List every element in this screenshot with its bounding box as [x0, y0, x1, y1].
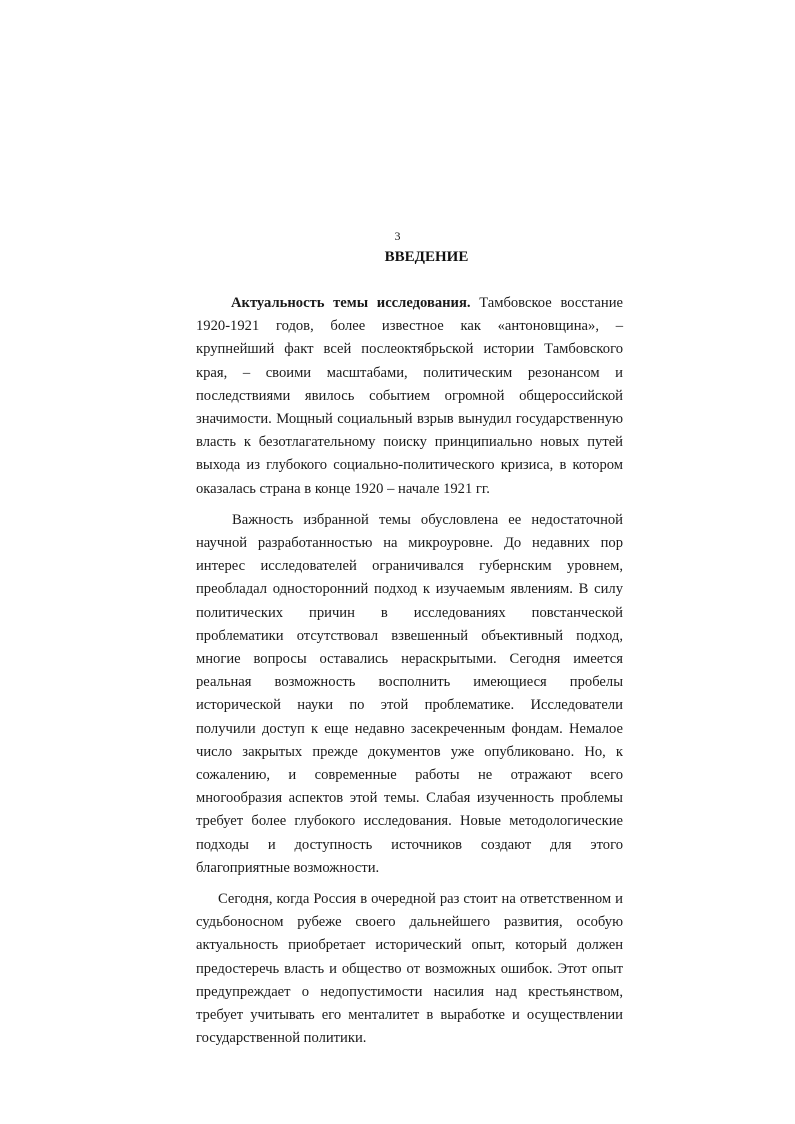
paragraph-relevance — [196, 292, 623, 501]
section-heading: ВВЕДЕНИЕ — [384, 249, 469, 265]
paragraph-historical-experience — [196, 888, 623, 1050]
paragraph-importance — [196, 509, 623, 880]
paragraph-lead: Актуальность темы исследования. — [231, 295, 471, 311]
paragraph-text: Сегодня, когда Россия в очередной раз стоит на ответственном и судьбоносном рубеже своего дальнейшего развития, особую актуальность приобретает исторический опыт, который должен предостеречь власть и общество от возможных ошибок. Этот опыт предупреждает о недопустимости насилия над крестьянством, требует учитывать его менталитет в выработке и осуществлении государственной политики. — [196, 891, 623, 1047]
body-text — [196, 292, 623, 1059]
paragraph-text: Важность избранной темы обусловлена ее недостаточной научной разработанностью на микроуровне. До недавних пор интерес исследователей ограничивался губернским уровнем, преобладал односторонний подход к изучаемым явлениям. В силу политических причин в исследованиях повстанческой проблематики отсутствовал взвешенный объективный подход, многие вопросы оставались нераскрытыми. Сегодня имеется реальная возможность восполнить имеющиеся пробелы исторической науки по этой проблематике. Исследователи получили доступ к еще недавно засекреченным фондам. Немалое число закрытых прежде документов уже опубликовано. Но, к сожалению, и современные работы не отражают всего многообразия аспектов этой темы. Слабая изученность проблемы требует более глубокого исследования. Новые методологические подходы и доступность источников создают для этого благоприятные возможности. — [196, 511, 623, 876]
page-number: 3 — [394, 229, 401, 243]
paragraph-text: Тамбовское восстание 1920-1921 годов, более известное как «антоновщина», – крупнейший факт всей послеоктябрьской истории Тамбовского края, – своими масштабами, политическим резонансом и последствиями явилось событием огромной общероссийской значимости. Мощный социальный взрыв вынудил государственную власть к безотлагательному поиску принципиально новых путей выхода из глубокого социально-политического кризиса, в котором оказалась страна в конце 1920 – начале 1921 гг. — [196, 295, 623, 497]
